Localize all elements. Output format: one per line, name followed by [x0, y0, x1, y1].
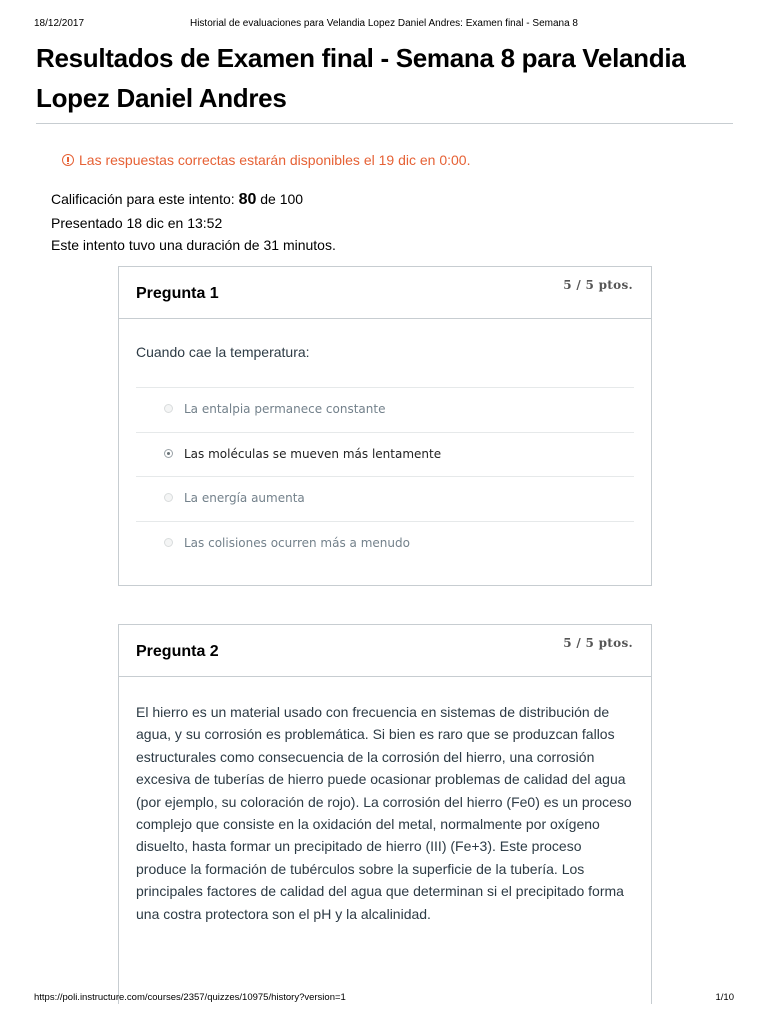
question-text: Cuando cae la temperatura: — [136, 344, 310, 360]
radio-button-selected[interactable] — [164, 449, 173, 458]
duration-line: Este intento tuvo una duración de 31 minutos. — [51, 237, 336, 253]
radio-button[interactable] — [164, 493, 173, 502]
question-text: El hierro es un material usado con frecuencia en sistemas de distribución de agua, y su corrosión es problemática. Si bien es raro que se produzcan fallos estructurales como consecuencia de la corrosión del hierro, una corrosión excesiva de tuberías de hierro puede ocasionar problemas de calidad del agua (por ejemplo, su coloración de rojo). La corrosión del hierro (Fe0) es un proceso complejo que consiste en la oxidación del metal, normalmente por oxígeno disuelto, hasta formar un precipitado de hierro (III) (Fe+3). Este proceso produce la formación de tubérculos sobre la superficie de la tubería. Los principales factores de calidad del agua que determinan si el precipitado forma una costra protectora son el pH y la alcalinidad. — [136, 704, 632, 922]
info-circle-icon — [62, 154, 74, 166]
attempt-summary — [51, 188, 336, 257]
answer-label: Las colisiones ocurren más a menudo — [184, 535, 410, 550]
answer-label: La entalpia permanece constante — [184, 402, 386, 416]
radio-button[interactable] — [164, 404, 173, 413]
score-value: 80 — [238, 191, 257, 208]
answer-label: Las moléculas se mueven más lentamente — [184, 446, 442, 461]
page-title: Resultados de Examen final - Semana 8 para Velandia Lopez Daniel Andres — [36, 43, 686, 113]
radio-button[interactable] — [164, 538, 173, 547]
score-line — [51, 188, 336, 212]
answer-option[interactable] — [136, 476, 634, 521]
score-prefix: Calificación para este intento: — [51, 191, 235, 207]
answer-label: La energía aumenta — [184, 491, 305, 505]
question-2 — [118, 624, 652, 1004]
print-date: 18/12/2017 — [34, 18, 85, 29]
answer-option[interactable] — [136, 521, 634, 566]
question-points: 5 / 5 ptos. — [563, 278, 633, 292]
print-footer — [34, 992, 734, 1006]
title-divider — [36, 123, 733, 124]
question-1 — [118, 266, 652, 586]
answer-option[interactable] — [136, 387, 634, 432]
submitted-line: Presentado 18 dic en 13:52 — [51, 214, 223, 231]
answer-list — [136, 387, 634, 565]
notice-text: Las respuestas correctas estarán disponibles el 19 dic en 0:00. — [79, 152, 471, 168]
print-header — [34, 18, 734, 32]
page-number: 1/10 — [715, 992, 734, 1003]
print-document-title: Historial de evaluaciones para Velandia Lopez Daniel Andres: Examen final - Semana 8 — [189, 18, 578, 29]
score-suffix: de 100 — [260, 191, 304, 207]
question-header — [119, 625, 651, 677]
print-url: https://poli.instructure.com/courses/2357/quizzes/10975/history?version=1 — [34, 992, 346, 1003]
question-name: Pregunta 2 — [136, 643, 219, 660]
answer-option-selected[interactable] — [136, 432, 634, 477]
answers-availability-notice — [62, 152, 470, 168]
question-points: 5 / 5 ptos. — [563, 636, 633, 650]
question-name: Pregunta 1 — [136, 285, 219, 302]
question-header — [119, 267, 651, 319]
